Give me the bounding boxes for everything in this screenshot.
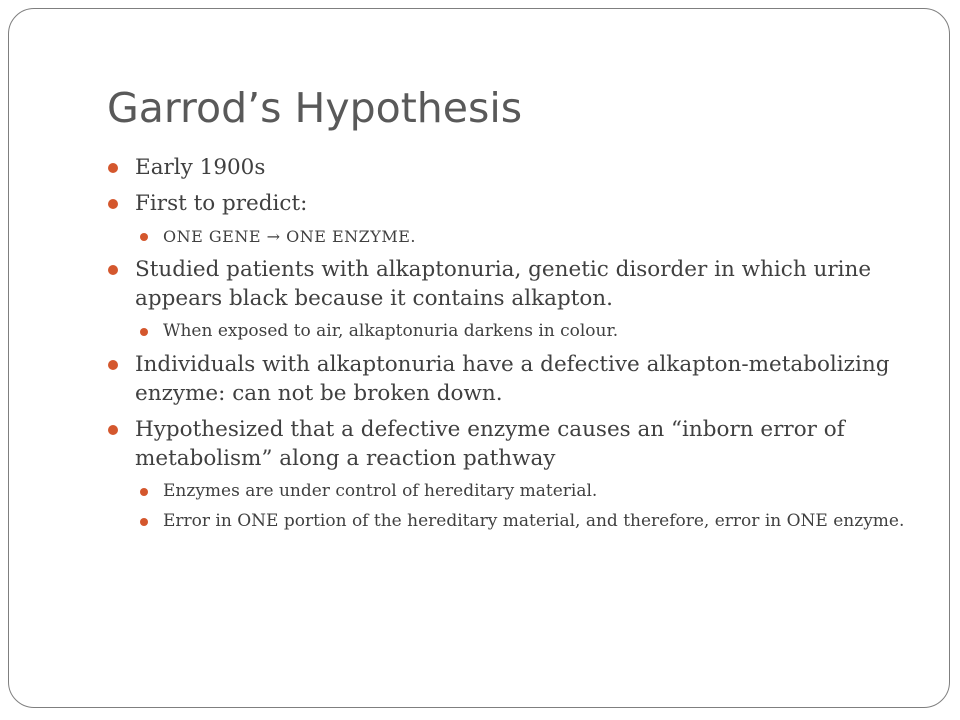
bullet-dot-icon [108, 425, 118, 435]
sub-bullet-text: Enzymes are under control of hereditary material. [163, 481, 598, 501]
sub-bullet-text: ONE GENE → ONE ENZYME. [163, 227, 416, 246]
sub-bullet-item [108, 480, 918, 503]
bullet-dot-icon [140, 488, 148, 496]
bullet-list [108, 153, 918, 540]
sub-bullet-item [108, 510, 918, 533]
sub-bullet-item [108, 320, 918, 343]
slide-title: Garrod’s Hypothesis [107, 84, 523, 132]
bullet-dot-icon [140, 233, 148, 241]
sub-bullet-text: When exposed to air, alkaptonuria darkens in colour. [163, 321, 619, 341]
bullet-dot-icon [108, 199, 118, 209]
bullet-dot-icon [108, 360, 118, 370]
bullet-item [108, 189, 918, 218]
bullet-dot-icon [108, 265, 118, 275]
bullet-item [108, 255, 918, 313]
bullet-text: Individuals with alkaptonuria have a defective alkapton-metabolizing enzyme: can not be broken down. [135, 352, 890, 406]
bullet-text: First to predict: [135, 191, 308, 216]
bullet-item [108, 350, 918, 408]
bullet-dot-icon [108, 163, 118, 173]
bullet-dot-icon [140, 518, 148, 526]
bullet-item [108, 415, 918, 473]
bullet-text: Early 1900s [135, 155, 266, 180]
bullet-text: Studied patients with alkaptonuria, genetic disorder in which urine appears black because it contains alkapton. [135, 257, 872, 311]
bullet-item [108, 153, 918, 182]
bullet-text: Hypothesized that a defective enzyme causes an “inborn error of metabolism” along a reaction pathway [135, 417, 845, 471]
sub-bullet-text: Error in ONE portion of the hereditary material, and therefore, error in ONE enzyme. [163, 511, 905, 531]
bullet-dot-icon [140, 328, 148, 336]
sub-bullet-item [108, 225, 918, 248]
